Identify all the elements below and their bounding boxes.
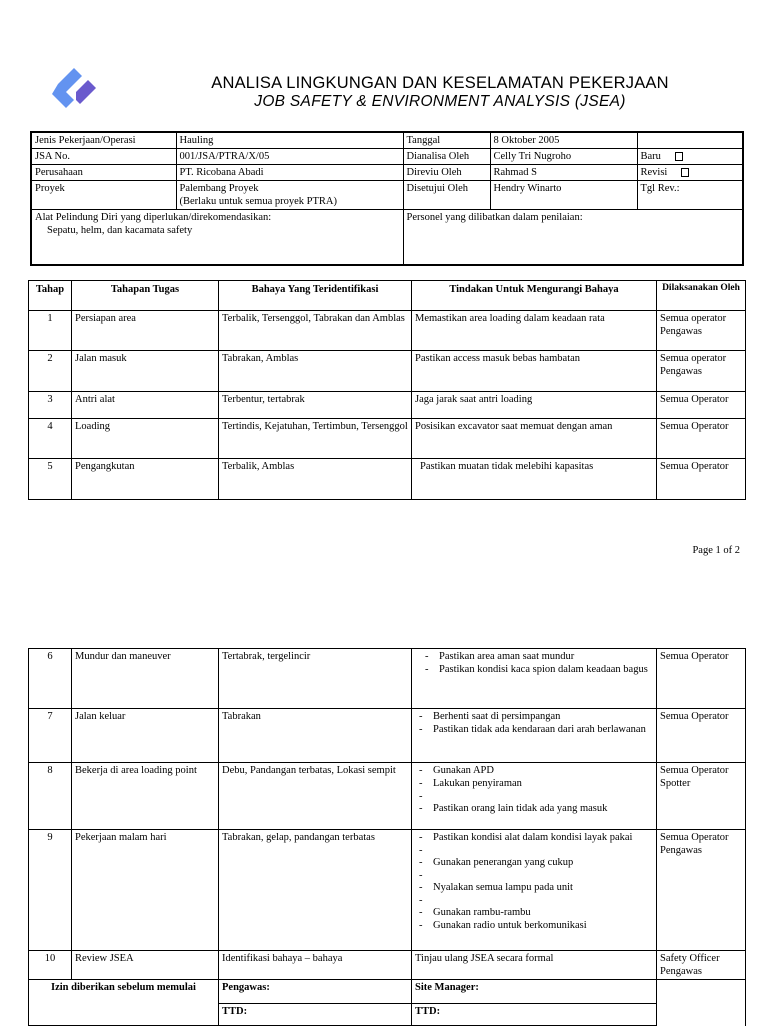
row-tindakan: Memastikan area loading dalam keadaan rata: [412, 311, 657, 351]
row-oleh: Semua Operator: [657, 419, 746, 459]
action-item: - Gunakan APD: [415, 764, 653, 777]
table-row: [29, 459, 746, 500]
table-row: [29, 763, 746, 830]
revisi-checkbox[interactable]: [681, 168, 689, 177]
row-bahaya: Tabrakan, Amblas: [219, 351, 412, 392]
ttd-pengawas: TTD:: [219, 1004, 412, 1026]
row-tugas: Antri alat: [72, 392, 219, 419]
jsa-value: 001/JSA/PTRA/X/05: [176, 149, 403, 165]
row-tugas: Jalan masuk: [72, 351, 219, 392]
row-no: 2: [29, 351, 72, 392]
pengawas-label: Pengawas:: [219, 980, 412, 1004]
row-no: 1: [29, 311, 72, 351]
ttd-site-manager: TTD:: [412, 1004, 657, 1026]
empty-cell: [637, 132, 743, 149]
oleh-line: Semua operator: [660, 313, 727, 324]
dianalisa-label: Dianalisa Oleh: [403, 149, 490, 165]
jenis-value: Hauling: [176, 132, 403, 149]
jsa-label: JSA No.: [31, 149, 176, 165]
site-manager-label: Site Manager:: [412, 980, 657, 1004]
row-tindakan: Tinjau ulang JSEA secara formal: [412, 951, 657, 980]
table-row: [29, 649, 746, 709]
row-tindakan: Pastikan muatan tidak melebihi kapasitas: [412, 459, 657, 500]
signature-row: [29, 980, 746, 1004]
page-number: Page 1 of 2: [692, 545, 740, 556]
action-item: - Lakukan penyiraman: [415, 777, 653, 790]
personel-cell: [403, 210, 743, 266]
action-item: - Pastikan orang lain tidak ada yang masuk: [415, 802, 653, 815]
tanggal-label: Tanggal: [403, 132, 490, 149]
spacer: [415, 894, 653, 906]
document-title: ANALISA LINGKUNGAN DAN KESELAMATAN PEKERJAAN: [211, 74, 669, 92]
row-no: 3: [29, 392, 72, 419]
table-row: [29, 709, 746, 763]
col-oleh: Dilaksanakan Oleh: [657, 281, 746, 311]
disetujui-value: Hendry Winarto: [490, 181, 637, 210]
col-tugas: Tahapan Tugas: [72, 281, 219, 311]
row-tindakan: [412, 763, 657, 830]
jenis-label: Jenis Pekerjaan/Operasi: [31, 132, 176, 149]
izin-label: Izin diberikan sebelum memulai: [29, 980, 219, 1026]
perusahaan-label: Perusahaan: [31, 165, 176, 181]
action-item: - Pastikan area aman saat mundur: [421, 650, 653, 663]
apd-value: Sepatu, helm, dan kacamata safety: [47, 225, 193, 236]
row-no: 4: [29, 419, 72, 459]
row-tugas: Mundur dan maneuver: [72, 649, 219, 709]
action-item: - Pastikan tidak ada kendaraan dari arah berlawanan: [415, 723, 653, 736]
table-row: [29, 951, 746, 980]
steps-table: [28, 280, 746, 500]
revisi-label: Revisi: [640, 167, 668, 178]
row-bahaya: Tabrakan, gelap, pandangan terbatas: [219, 830, 412, 951]
dianalisa-value: Celly Tri Nugroho: [490, 149, 637, 165]
info-table: [30, 131, 744, 266]
oleh-line: Pengawas: [660, 845, 702, 856]
tanggal-value: 8 Oktober 2005: [490, 132, 637, 149]
row-bahaya: Tabrakan: [219, 709, 412, 763]
direviu-value: Rahmad S: [490, 165, 637, 181]
action-item: - Nyalakan semua lampu pada unit: [415, 881, 653, 894]
row-bahaya: Tertindis, Kejatuhan, Tertimbun, Tersenggol: [219, 419, 412, 459]
row-tugas: Pengangkutan: [72, 459, 219, 500]
action-item: - Pastikan kondisi alat dalam kondisi layak pakai: [415, 831, 653, 844]
steps-table-continued: [28, 648, 746, 1026]
table-row: [29, 351, 746, 392]
direviu-label: Direviu Oleh: [403, 165, 490, 181]
row-no: 8: [29, 763, 72, 830]
action-item: - Gunakan rambu-rambu: [415, 906, 653, 919]
spacer: [415, 844, 653, 856]
spacer: [415, 790, 653, 802]
row-bahaya: Terbalik, Tersenggol, Tabrakan dan Amblas: [219, 311, 412, 351]
row-oleh: [657, 311, 746, 351]
row-tindakan: [412, 649, 657, 709]
baru-checkbox[interactable]: [675, 152, 683, 161]
row-oleh: Semua Operator: [657, 649, 746, 709]
row-oleh: [657, 351, 746, 392]
baru-label: Baru: [640, 151, 661, 162]
row-tugas: Bekerja di area loading point: [72, 763, 219, 830]
spacer: [415, 869, 653, 881]
proyek-cell: [176, 181, 403, 210]
baru-cell: [637, 149, 743, 165]
row-bahaya: Identifikasi bahaya – bahaya: [219, 951, 412, 980]
action-item: - Pastikan kondisi kaca spion dalam keadaan bagus: [421, 663, 653, 676]
row-bahaya: Debu, Pandangan terbatas, Lokasi sempit: [219, 763, 412, 830]
row-no: 7: [29, 709, 72, 763]
row-oleh: Semua Operator: [657, 459, 746, 500]
row-oleh: [657, 830, 746, 951]
row-tugas: Review JSEA: [72, 951, 219, 980]
oleh-line: Spotter: [660, 778, 691, 789]
row-tindakan: Jaga jarak saat antri loading: [412, 392, 657, 419]
personel-label: Personel yang dilibatkan dalam penilaian:: [406, 212, 583, 223]
row-bahaya: Terbalik, Amblas: [219, 459, 412, 500]
row-tindakan: [412, 830, 657, 951]
row-tugas: Pekerjaan malam hari: [72, 830, 219, 951]
action-item: - Gunakan penerangan yang cukup: [415, 856, 653, 869]
row-no: 9: [29, 830, 72, 951]
oleh-line: Pengawas: [660, 366, 702, 377]
row-oleh: [657, 763, 746, 830]
row-no: 5: [29, 459, 72, 500]
row-tugas: Loading: [72, 419, 219, 459]
oleh-line: Semua operator: [660, 353, 727, 364]
revisi-cell: [637, 165, 743, 181]
action-item: - Berhenti saat di persimpangan: [415, 710, 653, 723]
apd-cell: [31, 210, 403, 266]
row-tugas: Jalan keluar: [72, 709, 219, 763]
disetujui-label: Disetujui Oleh: [403, 181, 490, 210]
row-oleh: Semua Operator: [657, 709, 746, 763]
row-tindakan: Pastikan access masuk bebas hambatan: [412, 351, 657, 392]
proyek-value: Palembang Proyek: [179, 183, 259, 194]
empty-cell: [657, 980, 746, 1026]
row-bahaya: Terbentur, tertabrak: [219, 392, 412, 419]
proyek-label: Proyek: [31, 181, 176, 210]
table-row: [29, 419, 746, 459]
action-item: - Gunakan radio untuk berkomunikasi: [415, 919, 653, 932]
table-row: [29, 830, 746, 951]
oleh-line: Semua Operator: [660, 832, 729, 843]
row-oleh: [657, 951, 746, 980]
oleh-line: Semua Operator: [660, 765, 729, 776]
col-bahaya: Bahaya Yang Teridentifikasi: [219, 281, 412, 311]
row-oleh: Semua Operator: [657, 392, 746, 419]
apd-label: Alat Pelindung Diri yang diperlukan/direkomendasikan:: [35, 212, 272, 223]
row-no: 10: [29, 951, 72, 980]
row-tindakan: Posisikan excavator saat memuat dengan aman: [412, 419, 657, 459]
company-logo-icon: [52, 64, 108, 116]
row-no: 6: [29, 649, 72, 709]
oleh-line: Pengawas: [660, 966, 702, 977]
perusahaan-value: PT. Ricobana Abadi: [176, 165, 403, 181]
row-bahaya: Tertabrak, tergelincir: [219, 649, 412, 709]
row-tugas: Persiapan area: [72, 311, 219, 351]
proyek-note: (Berlaku untuk semua proyek PTRA): [179, 196, 337, 207]
table-row: [29, 392, 746, 419]
col-tindakan: Tindakan Untuk Mengurangi Bahaya: [412, 281, 657, 311]
oleh-line: Pengawas: [660, 326, 702, 337]
document-subtitle: JOB SAFETY & ENVIRONMENT ANALYSIS (JSEA): [254, 93, 626, 110]
table-row: [29, 311, 746, 351]
row-tindakan: [412, 709, 657, 763]
oleh-line: Safety Officer: [660, 953, 720, 964]
tglrev-label: Tgl Rev.:: [637, 181, 743, 210]
col-tahap: Tahap: [29, 281, 72, 311]
